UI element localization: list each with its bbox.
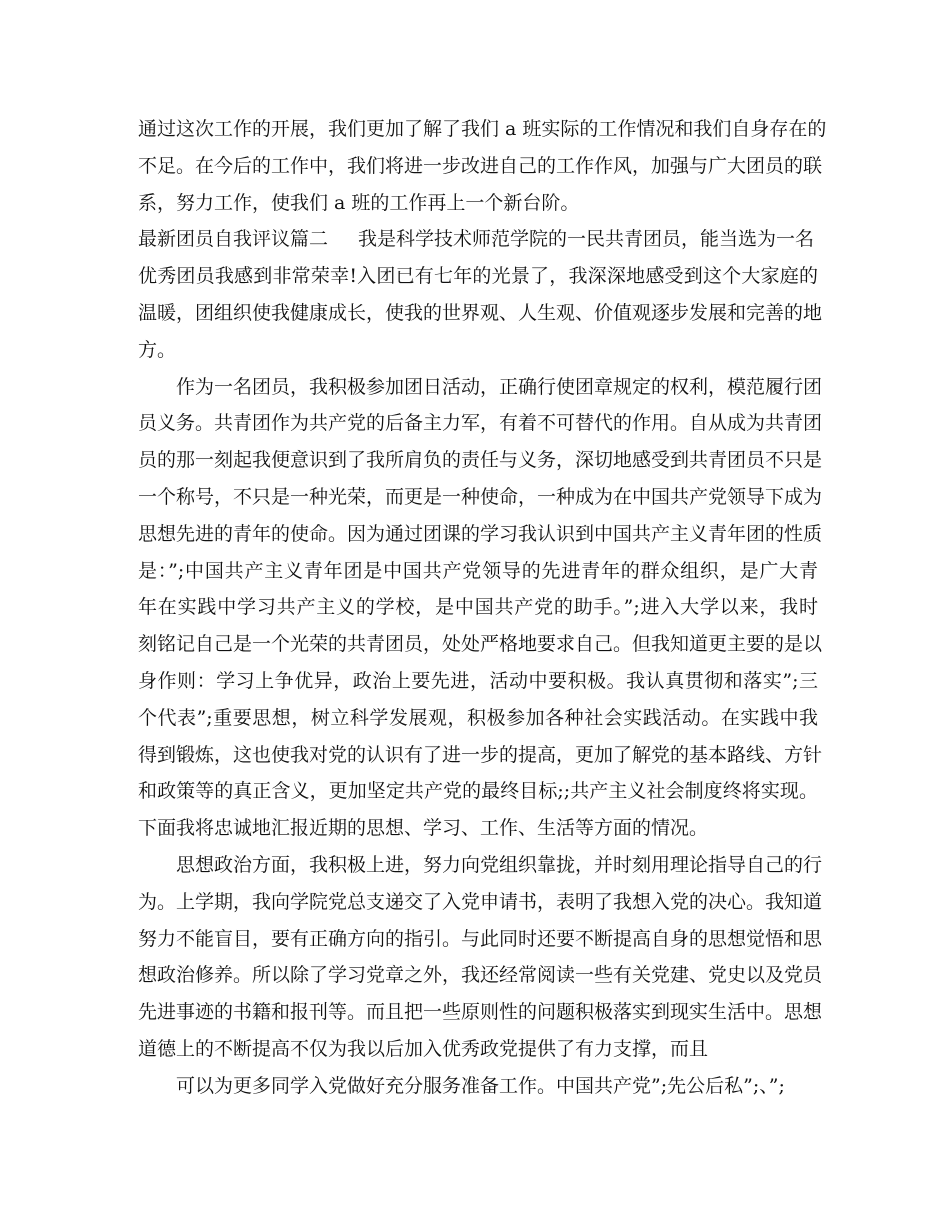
text-line: 道德上的不断提高不仅为我以后加入优秀政党提供了有力支撑，而且 [138, 1037, 709, 1060]
text-line: 可以为更多同学入党做好充分服务准备工作。中国共产党”;先公后私”;、”; [176, 1074, 785, 1097]
paragraph-1 [138, 111, 827, 221]
text-line: 温暖，团组织使我健康成长，使我的世界观、人生观、价值观逐步发展和完善的地 [138, 301, 823, 324]
paragraph-5 [138, 1068, 818, 1105]
text-line: 方。 [138, 338, 177, 361]
text-line: 不足。在今后的工作中，我们将进一步改进自己的工作作风，加强与广大团员的联 [138, 154, 823, 177]
text-line: 下面我将忠诚地汇报近期的思想、学习、工作、生活等方面的情况。 [138, 817, 709, 840]
text-line: 身作则：学习上争优异，政治上要先进，活动中要积极。我认真贯彻和落实”;三 [138, 669, 818, 692]
text-line: 员的那一刻起我便意识到了我所肩负的责任与义务，深切地感受到共青团员不只是 [138, 449, 823, 472]
text-line: 思想政治方面，我积极上进，努力向党组织靠拢，并时刻用理论指导自己的行 [176, 853, 823, 876]
text-line: 刻铭记自己是一个光荣的共青团员，处处严格地要求自己。但我知道更主要的是以 [138, 633, 823, 656]
text-line: 一个称号，不只是一种光荣，而更是一种使命，一种成为在中国共产党领导下成为 [138, 485, 823, 508]
text-line: 作为一名团员，我积极参加团日活动，正确行使团章规定的权利，模范履行团 [176, 375, 823, 398]
text-line: 先进事迹的书籍和报刊等。而且把一些原则性的问题积极落实到现实生活中。思想 [138, 1001, 823, 1024]
text-line: 优秀团员我感到非常荣幸!入团已有七年的光景了，我深深地感受到这个大家庭的 [138, 265, 818, 288]
text-line: 想政治修养。所以除了学习党章之外，我还经常阅读一些有关党建、党史以及党员 [138, 964, 823, 987]
text-line: 为。上学期，我向学院党总支递交了入党申请书，表明了我想入党的决心。我知道 [138, 890, 823, 913]
paragraph-2 [138, 221, 823, 368]
text-line: 系，努力工作，使我们 a 班的工作再上一个新台阶。 [138, 191, 580, 214]
heading-line [138, 221, 818, 258]
text-line: 员义务。共青团作为共产党的后备主力军，有着不可替代的作用。自从成为共青团 [138, 412, 823, 435]
text-line: 和政策等的真正含义，更加坚定共产党的最终目标;;共产主义社会制度终将实现。 [138, 780, 818, 803]
paragraph-4 [138, 847, 823, 1068]
heading-line-rest: 我是科学技术师范学院的一民共青团员，能当选为一名 [358, 228, 815, 251]
document-body [138, 111, 827, 1105]
text-line: 年在实践中学习共产主义的学校，是中国共产党的助手。”;进入大学以来，我时 [138, 596, 818, 619]
text-line: 是：”;中国共产主义青年团是中国共产党领导的先进青年的群众组织，是广大青 [138, 559, 818, 582]
text-line: 个代表”;重要思想，树立科学发展观，积极参加各种社会实践活动。在实践中我 [138, 706, 818, 729]
text-line: 得到锻炼，这也使我对党的认识有了进一步的提高，更加了解党的基本路线、方针 [138, 743, 823, 766]
text-line: 努力不能盲目，要有正确方向的指引。与此同时还要不断提高自身的思想觉悟和思 [138, 927, 823, 950]
paragraph-3 [138, 369, 823, 847]
text-line: 思想先进的青年的使命。因为通过团课的学习我认识到中国共产主义青年团的性质 [138, 522, 823, 545]
text-line: 通过这次工作的开展，我们更加了解了我们 a 班实际的工作情况和我们自身存在的 [138, 118, 827, 140]
section-heading: 最新团员自我评议篇二 [138, 228, 329, 251]
